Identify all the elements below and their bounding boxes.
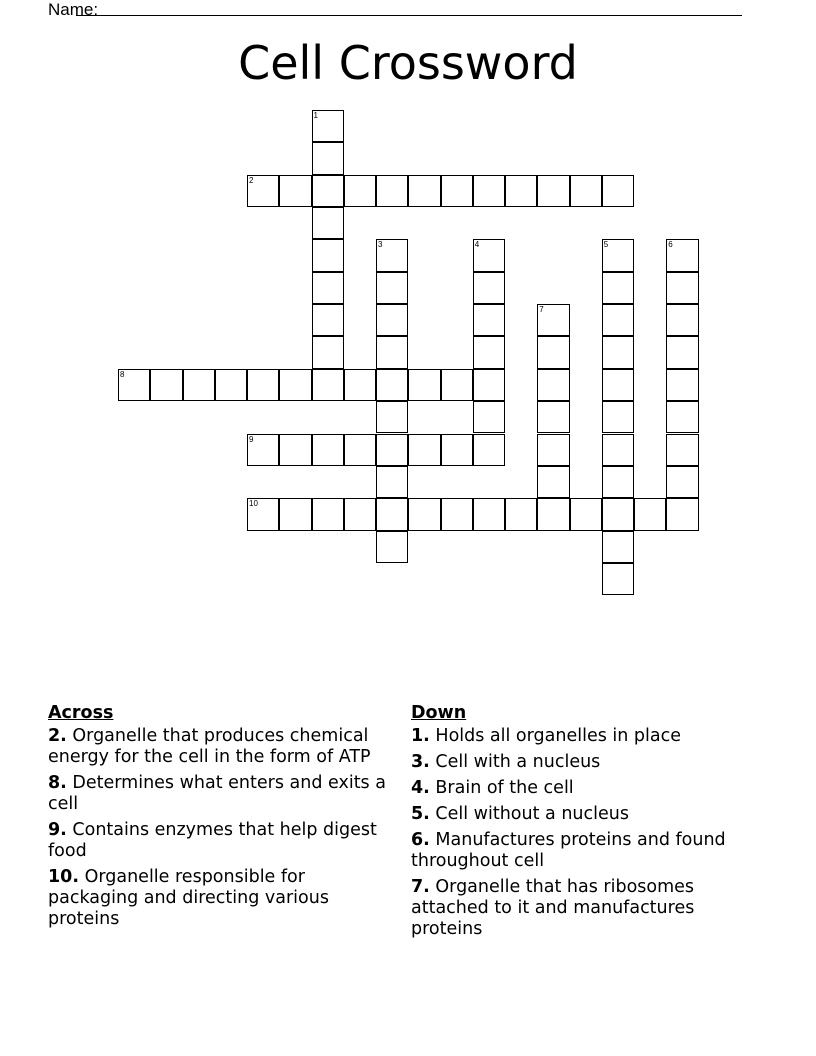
down-heading: Down xyxy=(411,703,467,723)
grid-cell[interactable] xyxy=(602,272,634,304)
clue-number: 10. xyxy=(48,867,80,887)
grid-cell[interactable] xyxy=(344,175,376,207)
cell-number: 9 xyxy=(249,434,254,444)
grid-cell[interactable] xyxy=(312,369,344,401)
grid-cell[interactable] xyxy=(247,369,279,401)
clue-text: Determines what enters and exits a cell xyxy=(48,773,386,814)
grid-cell[interactable] xyxy=(537,336,569,368)
grid-cell[interactable] xyxy=(376,304,408,336)
grid-cell[interactable] xyxy=(312,142,344,174)
down-clue xyxy=(411,752,751,773)
grid-cell[interactable] xyxy=(279,369,311,401)
grid-cell[interactable] xyxy=(312,434,344,466)
grid-cell[interactable] xyxy=(312,239,344,271)
clue-text: Manufactures proteins and found throughout cell xyxy=(411,830,726,871)
grid-cell[interactable] xyxy=(312,336,344,368)
grid-cell[interactable] xyxy=(602,369,634,401)
grid-cell[interactable] xyxy=(344,369,376,401)
clue-text: Contains enzymes that help digest food xyxy=(48,820,377,861)
down-clue xyxy=(411,778,751,799)
grid-cell[interactable] xyxy=(602,304,634,336)
grid-cell[interactable] xyxy=(602,466,634,498)
name-label: Name: xyxy=(48,0,99,19)
down-clue xyxy=(411,726,751,747)
clue-text: Organelle that has ribosomes attached to it and manufactures proteins xyxy=(411,877,695,939)
cell-number: 1 xyxy=(313,111,318,120)
grid-cell[interactable] xyxy=(376,466,408,498)
grid-cell[interactable] xyxy=(473,498,505,530)
clue-number: 1. xyxy=(411,726,430,746)
clue-text: Organelle that produces chemical energy for the cell in the form of ATP xyxy=(48,726,371,767)
grid-cell[interactable] xyxy=(376,272,408,304)
clue-number: 2. xyxy=(48,726,67,746)
grid-cell[interactable] xyxy=(312,207,344,239)
grid-cell[interactable] xyxy=(537,175,569,207)
grid-cell[interactable] xyxy=(666,498,698,530)
cell-number: 8 xyxy=(120,369,125,379)
grid-cell[interactable] xyxy=(602,175,634,207)
grid-cell[interactable] xyxy=(634,498,666,530)
grid-cell[interactable] xyxy=(602,498,634,530)
grid-cell[interactable] xyxy=(215,369,247,401)
cell-number: 7 xyxy=(539,305,544,315)
grid-cell[interactable] xyxy=(537,401,569,433)
grid-cell[interactable] xyxy=(441,175,473,207)
cell-number: 3 xyxy=(378,240,383,250)
grid-cell[interactable] xyxy=(666,434,698,466)
cell-number: 10 xyxy=(249,499,258,509)
across-clue xyxy=(48,773,398,815)
grid-cell[interactable] xyxy=(376,531,408,563)
clue-text: Cell with a nucleus xyxy=(435,752,601,772)
down-clue xyxy=(411,804,751,825)
grid-cell[interactable] xyxy=(376,369,408,401)
cell-number: 5 xyxy=(603,240,609,250)
grid-cell[interactable] xyxy=(602,531,634,563)
grid-cell[interactable] xyxy=(570,175,602,207)
clue-number: 7. xyxy=(411,877,430,897)
across-heading: Across xyxy=(48,703,114,723)
clue-text: Holds all organelles in place xyxy=(435,726,681,746)
grid-cell[interactable] xyxy=(376,336,408,368)
grid-cell[interactable] xyxy=(376,434,408,466)
grid-cell[interactable] xyxy=(473,175,505,207)
grid-cell[interactable] xyxy=(118,369,150,401)
grid-cell[interactable] xyxy=(537,304,569,336)
grid-cell[interactable] xyxy=(408,175,440,207)
down-clue xyxy=(411,830,751,872)
clue-number: 8. xyxy=(48,773,67,793)
grid-cell[interactable] xyxy=(441,369,473,401)
grid-cell[interactable] xyxy=(247,434,279,466)
grid-cell[interactable] xyxy=(666,336,698,368)
cell-number: 6 xyxy=(668,240,673,250)
grid-cell[interactable] xyxy=(602,239,634,271)
grid-cell[interactable] xyxy=(602,401,634,433)
grid-cell[interactable] xyxy=(473,369,505,401)
grid-cell[interactable] xyxy=(666,272,698,304)
grid-cell[interactable] xyxy=(602,336,634,368)
grid-cell[interactable] xyxy=(441,434,473,466)
grid-cell[interactable] xyxy=(376,239,408,271)
grid-cell[interactable] xyxy=(312,498,344,530)
grid-cell[interactable] xyxy=(602,563,634,595)
grid-cell[interactable] xyxy=(473,304,505,336)
grid-cell[interactable] xyxy=(312,304,344,336)
clue-text: Brain of the cell xyxy=(435,778,574,798)
grid-cell[interactable] xyxy=(505,498,537,530)
clue-number: 5. xyxy=(411,804,430,824)
grid-cell[interactable] xyxy=(441,498,473,530)
grid-cell[interactable] xyxy=(570,498,602,530)
grid-cell[interactable] xyxy=(666,466,698,498)
grid-cell[interactable] xyxy=(376,401,408,433)
down-clue xyxy=(411,877,751,940)
grid-cell[interactable] xyxy=(376,175,408,207)
grid-cell[interactable] xyxy=(666,304,698,336)
clue-text: Cell without a nucleus xyxy=(435,804,629,824)
grid-cell[interactable] xyxy=(602,434,634,466)
across-clue xyxy=(48,726,398,768)
page-title: Cell Crossword xyxy=(238,36,578,90)
grid-cell[interactable] xyxy=(666,401,698,433)
grid-cell[interactable] xyxy=(183,369,215,401)
grid-cell[interactable] xyxy=(537,498,569,530)
grid-cell[interactable] xyxy=(505,175,537,207)
grid-cell[interactable] xyxy=(666,239,698,271)
grid-cell[interactable] xyxy=(279,498,311,530)
grid-cell[interactable] xyxy=(473,239,505,271)
grid-cell[interactable] xyxy=(537,434,569,466)
grid-cell[interactable] xyxy=(344,498,376,530)
grid-cell[interactable] xyxy=(376,498,408,530)
grid-cell[interactable] xyxy=(247,498,279,530)
grid-cell[interactable] xyxy=(408,369,440,401)
grid-cell[interactable] xyxy=(473,434,505,466)
grid-cell[interactable] xyxy=(408,498,440,530)
grid-cell[interactable] xyxy=(247,175,279,207)
cell-number: 4 xyxy=(474,240,480,250)
across-clues xyxy=(48,703,398,935)
clue-text: Organelle responsible for packaging and directing various proteins xyxy=(48,867,329,929)
grid-cell[interactable] xyxy=(473,272,505,304)
cell-number: 2 xyxy=(249,175,254,185)
grid-cell[interactable] xyxy=(312,110,344,142)
grid-cell[interactable] xyxy=(408,434,440,466)
grid-cell[interactable] xyxy=(279,434,311,466)
across-clue xyxy=(48,867,398,930)
grid-cell[interactable] xyxy=(312,272,344,304)
clue-number: 6. xyxy=(411,830,430,850)
grid-cell[interactable] xyxy=(150,369,182,401)
grid-cell[interactable] xyxy=(537,466,569,498)
grid-cell[interactable] xyxy=(279,175,311,207)
grid-cell[interactable] xyxy=(666,369,698,401)
grid-cell[interactable] xyxy=(537,369,569,401)
grid-cell[interactable] xyxy=(344,434,376,466)
grid-cell[interactable] xyxy=(473,401,505,433)
clue-number: 3. xyxy=(411,752,430,772)
clue-number: 4. xyxy=(411,778,430,798)
grid-cell[interactable] xyxy=(473,336,505,368)
grid-cell[interactable] xyxy=(312,175,344,207)
down-clues xyxy=(411,703,751,945)
clue-number: 9. xyxy=(48,820,67,840)
across-clue xyxy=(48,820,398,862)
